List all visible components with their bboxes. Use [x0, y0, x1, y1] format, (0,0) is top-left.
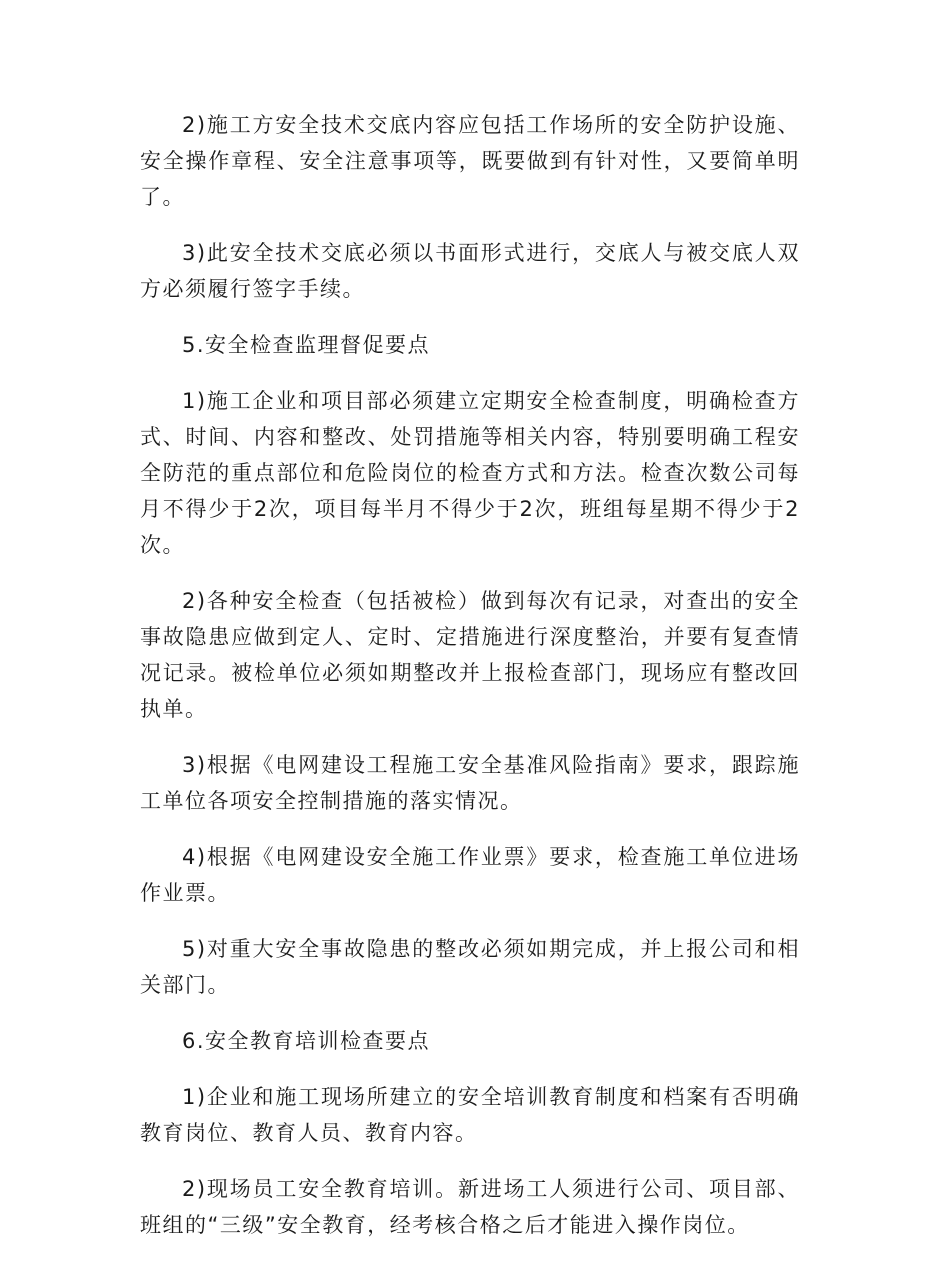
section-heading-safety-inspection: 5.安全检查监理督促要点 — [182, 333, 431, 357]
paragraph-major-hazard: 5)对重大安全事故隐患的整改必须如期完成，并上报公司和相关部门。 — [140, 937, 800, 997]
paragraph-tech-disclosure-written: 3)此安全技术交底必须以书面形式进行，交底人与被交底人双方必须履行签字手续。 — [140, 241, 800, 301]
paragraph-three-level-training: 2)现场员工安全教育培训。新进场工人须进行公司、项目部、班组的“三级”安全教育，经考核合格之后才能进入操作岗位。 — [140, 1177, 800, 1237]
paragraph-risk-guide: 3)根据《电网建设工程施工安全基准风险指南》要求，跟踪施工单位各项安全控制措施的落实情况。 — [140, 753, 800, 813]
paragraph-work-ticket: 4)根据《电网建设安全施工作业票》要求，检查施工单位进场作业票。 — [140, 845, 800, 905]
paragraph-tech-disclosure-content: 2)施工方安全技术交底内容应包括工作场所的安全防护设施、安全操作章程、安全注意事项等，既要做到有针对性，又要简单明了。 — [140, 113, 800, 209]
paragraph-inspection-records: 2)各种安全检查（包括被检）做到每次有记录，对查出的安全事故隐患应做到定人、定时、定措施进行深度整治，并要有复查情况记录。被检单位必须如期整改并上报检查部门，现场应有整改回执单。 — [140, 589, 800, 721]
paragraph-inspection-system: 1)施工企业和项目部必须建立定期安全检查制度，明确检查方式、时间、内容和整改、处罚措施等相关内容，特别要明确工程安全防范的重点部位和危险岗位的检查方式和方法。检查次数公司每月不得少于2次，项目每半月不得少于2次，班组每星期不得少于2次。 — [140, 389, 800, 557]
section-heading-safety-training: 6.安全教育培训检查要点 — [182, 1029, 431, 1053]
document-body — [140, 107, 800, 1263]
paragraph-training-system: 1)企业和施工现场所建立的安全培训教育制度和档案有否明确教育岗位、教育人员、教育内容。 — [140, 1085, 800, 1145]
